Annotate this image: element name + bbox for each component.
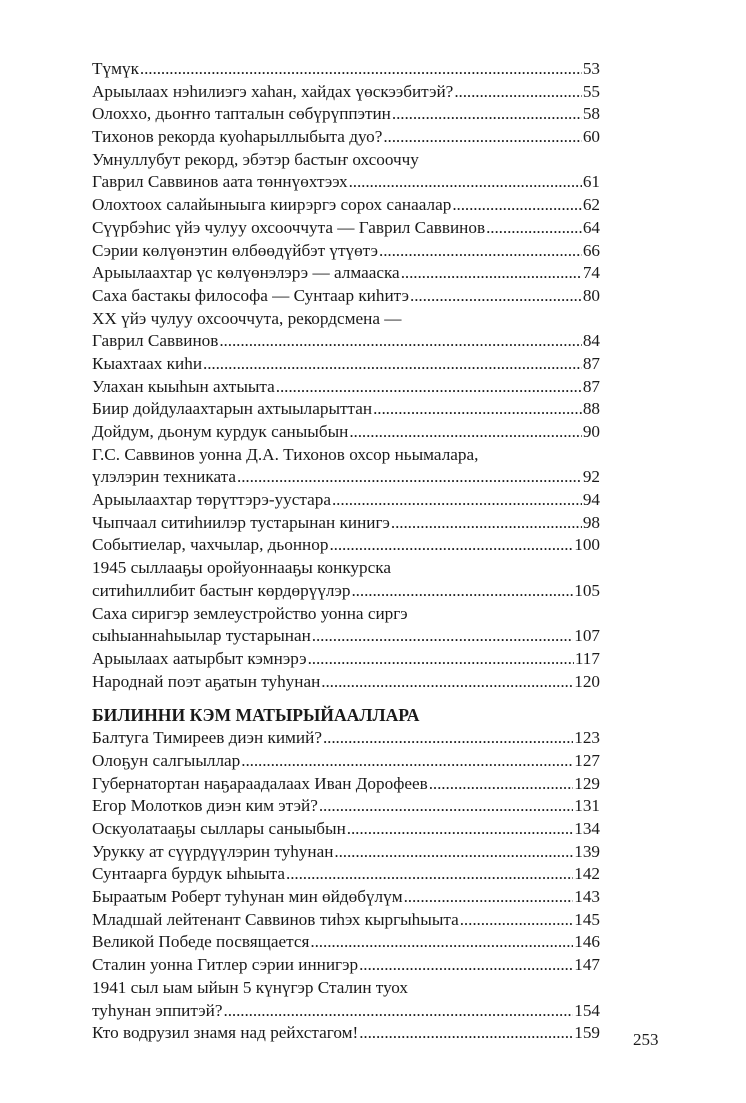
dot-leader — [140, 58, 582, 81]
toc-entry — [92, 444, 600, 467]
toc-entry-page: 60 — [582, 127, 600, 147]
dot-leader — [392, 103, 582, 126]
dot-leader — [486, 217, 582, 240]
dot-leader — [410, 285, 582, 308]
toc-entry — [92, 931, 600, 954]
toc-entry-title: Великой Победе посвящается — [92, 932, 310, 952]
dot-leader — [347, 818, 573, 841]
toc-entry — [92, 376, 600, 399]
dot-leader — [349, 171, 582, 194]
toc-entry-page: 74 — [582, 263, 600, 283]
dot-leader — [391, 512, 582, 535]
toc-entry-page: 134 — [574, 819, 600, 838]
toc-entry-title: Арыылаахтар төрүттэрэ-уустара — [92, 490, 331, 510]
toc-entry — [92, 841, 600, 864]
toc-entry — [92, 1000, 600, 1023]
toc-entry — [92, 886, 600, 909]
toc-entry-title: Быраатым Роберт туһунан мин өйдөбүлүм — [92, 887, 403, 907]
dot-leader — [383, 126, 581, 149]
toc-entry — [92, 217, 600, 240]
toc-entry-title: Гаврил Саввинов аата төннүөхтээх — [92, 172, 348, 192]
toc-entry-title: Дойдум, дьонум курдук саныыбын — [92, 422, 349, 441]
toc-entry — [92, 353, 600, 376]
toc-entry-title: Олоҕун салгыыллар — [92, 750, 241, 770]
dot-leader — [329, 534, 573, 557]
dot-leader — [237, 466, 582, 489]
toc-entry-page: 139 — [574, 841, 600, 861]
dot-leader — [452, 194, 582, 217]
dot-leader — [276, 376, 582, 399]
toc-entry-title: Младшай лейтенант Саввинов тиһэх кыргыһыыта — [92, 909, 459, 929]
toc-entry-page: 117 — [574, 648, 600, 668]
toc-entry — [92, 194, 600, 217]
toc-entry — [92, 648, 600, 671]
page-number: 253 — [633, 1030, 659, 1049]
toc-entry-page: 90 — [582, 422, 600, 441]
dot-leader — [404, 886, 574, 909]
toc-entry-page: 129 — [574, 773, 600, 793]
toc-entry — [92, 58, 600, 81]
table-of-contents — [92, 58, 600, 1045]
toc-entry — [92, 512, 600, 535]
toc-entry — [92, 977, 600, 1000]
toc-entry — [92, 308, 600, 331]
toc-entry-title: Улахан кыыһын ахтыыта — [92, 376, 275, 396]
toc-entry — [92, 773, 600, 796]
toc-list-main — [92, 58, 600, 693]
toc-entry-title: Губернатортан наҕараадалаах Иван Дорофеев — [92, 773, 428, 793]
dot-leader — [359, 1022, 573, 1045]
dot-leader — [319, 795, 573, 818]
toc-entry-page: 107 — [574, 626, 600, 646]
toc-entry-title: XX үйэ чулуу охсооччута, рекордсмена — — [92, 308, 402, 328]
toc-entry-page: 66 — [582, 240, 600, 260]
toc-entry — [92, 103, 600, 126]
toc-entry-title: Сүүрбэһис үйэ чулуу охсооччута — Гаврил Саввинов — [92, 217, 486, 237]
toc-entry-page: 123 — [574, 728, 600, 748]
toc-list-section — [92, 727, 600, 1045]
toc-entry-page: 62 — [582, 195, 600, 215]
toc-entry-title: Балтуга Тимиреев диэн кимий? — [92, 728, 322, 748]
toc-entry — [92, 285, 600, 308]
toc-entry — [92, 727, 600, 750]
toc-entry-title: туһунан эппитэй? — [92, 1000, 223, 1020]
toc-entry-title: Саха сиригэр землеустройство уонна сиргэ — [92, 603, 408, 623]
dot-leader — [373, 398, 582, 421]
toc-entry — [92, 557, 600, 580]
dot-leader — [460, 909, 573, 932]
toc-entry — [92, 795, 600, 818]
toc-entry-page: 142 — [574, 864, 600, 884]
toc-entry-title: Сталин уонна Гитлер сэрии иннигэр — [92, 955, 359, 975]
toc-entry — [92, 489, 600, 512]
toc-entry — [92, 534, 600, 557]
dot-leader — [332, 489, 582, 512]
toc-entry — [92, 580, 600, 603]
toc-entry — [92, 330, 600, 353]
toc-entry-title: Событиелар, чахчылар, дьоннор — [92, 535, 329, 555]
toc-entry — [92, 625, 600, 648]
toc-entry — [92, 909, 600, 932]
toc-entry-page: 146 — [574, 932, 600, 952]
dot-leader — [203, 353, 582, 376]
toc-entry-page: 64 — [582, 217, 600, 237]
toc-entry-title: Урукку ат сүүрдүүлэрин туһунан — [92, 841, 334, 861]
toc-entry — [92, 466, 600, 489]
toc-entry-title: 1945 сыллааҕы оройуоннааҕы конкурска — [92, 558, 391, 578]
toc-entry — [92, 818, 600, 841]
toc-entry-page: 159 — [574, 1023, 600, 1043]
toc-entry-title: ситиһиллибит бастыҥ көрдөрүүлэр — [92, 580, 351, 600]
toc-entry — [92, 603, 600, 626]
toc-entry-page: 98 — [582, 512, 600, 532]
dot-leader — [241, 750, 573, 773]
dot-leader — [429, 773, 574, 796]
toc-entry-page: 87 — [582, 376, 600, 396]
toc-entry-page: 127 — [574, 750, 600, 770]
toc-entry-page: 131 — [574, 796, 600, 816]
toc-entry-title: Биир дойдулаахтарын ахтыыларыттан — [92, 399, 373, 419]
toc-entry-page: 84 — [582, 331, 600, 351]
toc-entry-page: 61 — [582, 172, 600, 192]
toc-entry-title: Кыахтаах киһи — [92, 353, 203, 373]
toc-entry — [92, 421, 600, 444]
dot-leader — [454, 81, 581, 104]
toc-entry — [92, 262, 600, 285]
toc-entry-title: Умнуллубут рекорд, эбэтэр бастыҥ охсооччу — [92, 149, 419, 169]
toc-entry — [92, 171, 600, 194]
toc-entry-title: Сунтаарга бурдук ыһыыта — [92, 864, 285, 884]
toc-entry-title: Оскуолатааҕы сыллары саныыбын — [92, 819, 346, 838]
toc-entry-page: 92 — [582, 467, 600, 487]
toc-entry-title: Сэрии көлүөнэтин өлбөөдүйбэт үтүөтэ — [92, 240, 379, 260]
toc-entry — [92, 863, 600, 886]
toc-entry-page: 94 — [582, 490, 600, 510]
toc-entry — [92, 750, 600, 773]
toc-entry-title: 1941 сыл ыам ыйын 5 күнүгэр Сталин туох — [92, 977, 409, 997]
toc-entry — [92, 671, 600, 694]
dot-leader — [401, 262, 582, 285]
toc-entry-page: 58 — [582, 104, 600, 124]
toc-entry — [92, 81, 600, 104]
toc-entry — [92, 240, 600, 263]
toc-entry-page: 147 — [574, 955, 600, 975]
toc-entry-title: Арыылаахтар үс көлүөнэлэрэ — алмааска — [92, 263, 400, 283]
toc-entry-title: Арыылаах нэһилиэгэ хаһан, хайдах үөскээбитэй? — [92, 81, 454, 101]
dot-leader — [312, 625, 573, 648]
toc-entry-page: 154 — [574, 1000, 600, 1020]
toc-entry — [92, 149, 600, 172]
toc-entry — [92, 126, 600, 149]
toc-entry-page: 143 — [574, 887, 600, 907]
toc-entry-title: Народнай поэт аҕатын туһунан — [92, 671, 321, 691]
toc-entry — [92, 398, 600, 421]
toc-entry-title: Егор Молотков диэн ким этэй? — [92, 796, 318, 816]
toc-entry-title: Гаврил Саввинов — [92, 331, 219, 351]
dot-leader — [219, 330, 581, 353]
dot-leader — [224, 1000, 574, 1023]
toc-entry-title: Г.С. Саввинов уонна Д.А. Тихонов охсор ньымалара, — [92, 444, 479, 464]
toc-entry-page: 100 — [574, 535, 600, 555]
toc-entry-page: 87 — [582, 353, 600, 373]
dot-leader — [308, 648, 574, 671]
dot-leader — [359, 954, 573, 977]
toc-entry-title: Чыпчаал ситиһиилэр тустарынан кинигэ — [92, 512, 390, 532]
toc-entry — [92, 1022, 600, 1045]
toc-entry-title: Олохтоох салайыныыга киирэргэ сорох санаалар — [92, 195, 452, 215]
toc-entry-page: 80 — [582, 285, 600, 305]
toc-entry-title: үлэлэрин техниката — [92, 467, 237, 487]
dot-leader — [351, 580, 573, 603]
toc-entry-title: Олохxo, дьоҥҥо тапталын сөбүрүппэтин — [92, 104, 391, 124]
section-heading: БИЛИННИ КЭМ МАТЫРЫЙААЛЛАРА — [92, 705, 420, 726]
toc-entry-page: 105 — [574, 580, 600, 600]
dot-leader — [286, 863, 573, 886]
toc-entry-title: Түмүк — [92, 59, 139, 78]
toc-entry-title: Кто водрузил знамя над рейхстагом! — [92, 1023, 359, 1043]
dot-leader — [321, 671, 573, 694]
toc-entry-title: Саха бастакы философа — Сунтаар киһитэ — [92, 285, 409, 305]
dot-leader — [379, 240, 582, 263]
dot-leader — [310, 931, 573, 954]
toc-entry — [92, 954, 600, 977]
toc-entry-page: 55 — [582, 81, 600, 101]
toc-entry-title: сыһыаннаһыылар тустарынан — [92, 626, 311, 646]
toc-entry-title: Тихонов рекорда куоһарыллыбыта дуо? — [92, 127, 383, 147]
toc-entry-title: Арыылаах аатырбыт кэмнэрэ — [92, 648, 307, 668]
toc-entry-page: 53 — [582, 59, 600, 78]
toc-entry-page: 88 — [582, 399, 600, 419]
toc-entry-page: 120 — [574, 671, 600, 691]
dot-leader — [349, 421, 581, 444]
dot-leader — [334, 841, 573, 864]
dot-leader — [323, 727, 573, 750]
toc-entry-page: 145 — [574, 909, 600, 929]
